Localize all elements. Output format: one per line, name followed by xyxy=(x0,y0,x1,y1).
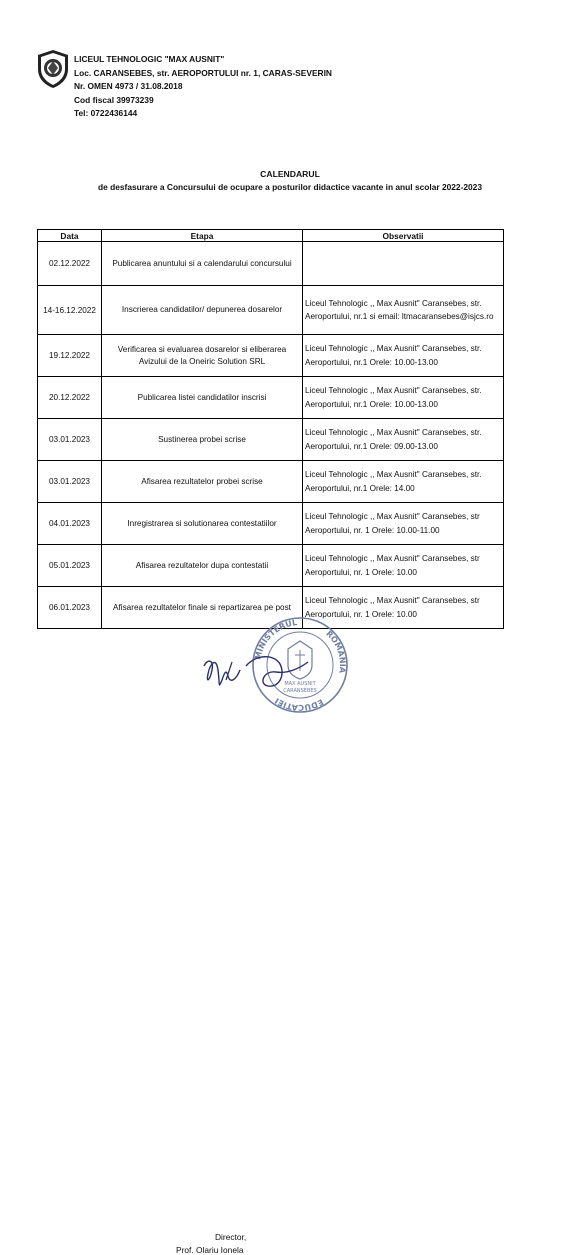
row-date: 05.01.2023 xyxy=(38,545,102,587)
row-date: 03.01.2023 xyxy=(38,461,102,503)
row-date: 04.01.2023 xyxy=(38,503,102,545)
row-etapa: Sustinerea probei scrise xyxy=(102,419,303,461)
table-row xyxy=(38,286,504,335)
document-subtitle: de desfasurare a Concursului de ocupare a posturilor didactice vacante in anul scolar 2022-2023 xyxy=(98,182,482,192)
table-row xyxy=(38,545,504,587)
table-row xyxy=(38,377,504,419)
row-observatii: Liceul Tehnologic ,, Max Ausnit" Caransebes, str. Aeroportului, nr.1 Orele: 09.00-13.00 xyxy=(303,419,504,461)
table-row xyxy=(38,335,504,377)
row-observatii: Liceul Tehnologic ,, Max Ausnit" Caransebes, str. Aeroportului, nr.1 Orele: 10.00-13.00 xyxy=(303,335,504,377)
row-etapa: Afisarea rezultatelor probei scrise xyxy=(102,461,303,503)
table-row xyxy=(38,419,504,461)
row-etapa: Verificarea si evaluarea dosarelor si eliberarea Avizului de la Oneiric Solution SRL xyxy=(102,335,303,377)
school-header xyxy=(74,53,332,121)
handwritten-signature xyxy=(196,640,316,695)
table-row xyxy=(38,503,504,545)
stamp-text-top: ROMANIA xyxy=(324,629,348,674)
svg-text:ROMANIA xyxy=(324,629,347,674)
row-observatii: Liceul Tehnologic ,, Max Ausnit" Caransebes, str Aeroportului, nr. 1 Orele: 10.00-11.00 xyxy=(303,503,504,545)
phone: Tel: 0722436144 xyxy=(74,108,138,119)
fiscal-code: Cod fiscal 39973239 xyxy=(74,94,154,105)
column-header-observatii: Observatii xyxy=(303,230,504,242)
director-name: Prof. Olariu Ionela xyxy=(176,1245,244,1255)
director-role: Director, xyxy=(215,1232,247,1242)
row-date: 19.12.2022 xyxy=(38,335,102,377)
document-title: CALENDARUL xyxy=(260,169,320,179)
row-etapa: Publicarea anuntului si a calendarului concursului xyxy=(102,242,303,286)
row-observatii: Liceul Tehnologic ,, Max Ausnit" Caransebes, str Aeroportului, nr. 1 Orele: 10.00 xyxy=(303,545,504,587)
stamp-text-bottom: EDUCATIEI xyxy=(273,696,325,713)
row-date: 02.12.2022 xyxy=(38,242,102,286)
row-observatii: Liceul Tehnologic ,, Max Ausnit" Caransebes, str Aeroportului, nr. 1 Orele: 10.00 xyxy=(303,587,504,629)
row-etapa: Afisarea rezultatelor finale si repartizarea pe post xyxy=(102,587,303,629)
row-observatii xyxy=(303,242,504,286)
row-observatii: Liceul Tehnologic ,, Max Ausnit" Caransebes, str. Aeroportului, nr.1 si email: ltmacaransebes@isjcs.ro xyxy=(303,286,504,335)
row-date: 14-16.12.2022 xyxy=(38,286,102,335)
table-row xyxy=(38,461,504,503)
school-name: LICEUL TEHNOLOGIC "MAX AUSNIT" xyxy=(74,54,225,64)
school-order: Nr. OMEN 4973 / 31.08.2018 xyxy=(74,81,183,92)
row-observatii: Liceul Tehnologic ,, Max Ausnit" Caransebes, str. Aeroportului, nr.1 Orele: 10.00-13.00 xyxy=(303,377,504,419)
column-header-date: Data xyxy=(38,230,102,242)
row-date: 20.12.2022 xyxy=(38,377,102,419)
table-row xyxy=(38,242,504,286)
school-crest-icon xyxy=(36,49,70,89)
row-etapa: Inscrierea candidatilor/ depunerea dosarelor xyxy=(102,286,303,335)
row-date: 03.01.2023 xyxy=(38,419,102,461)
row-etapa: Afisarea rezultatelor dupa contestatii xyxy=(102,545,303,587)
calendar-table xyxy=(37,229,504,629)
table-header-row xyxy=(38,230,504,242)
column-header-etapa: Etapa xyxy=(102,230,303,242)
school-address: Loc. CARANSEBES, str. AEROPORTULUI nr. 1, CARAS-SEVERIN xyxy=(74,67,332,78)
row-etapa: Publicarea listei candidatilor inscrisi xyxy=(102,377,303,419)
svg-text:EDUCATIEI xyxy=(273,696,325,712)
row-etapa: Inregistrarea si solutionarea contestatiilor xyxy=(102,503,303,545)
row-date: 06.01.2023 xyxy=(38,587,102,629)
stamp-text-left: MINISTERUL xyxy=(253,618,298,661)
stamp-center-1: MAX AUSNIT xyxy=(284,681,316,687)
row-observatii: Liceul Tehnologic ,, Max Ausnit" Caransebes, str. Aeroportului, nr.1 Orele: 14.00 xyxy=(303,461,504,503)
stamp-center-2: CARANSEBES xyxy=(283,688,317,694)
